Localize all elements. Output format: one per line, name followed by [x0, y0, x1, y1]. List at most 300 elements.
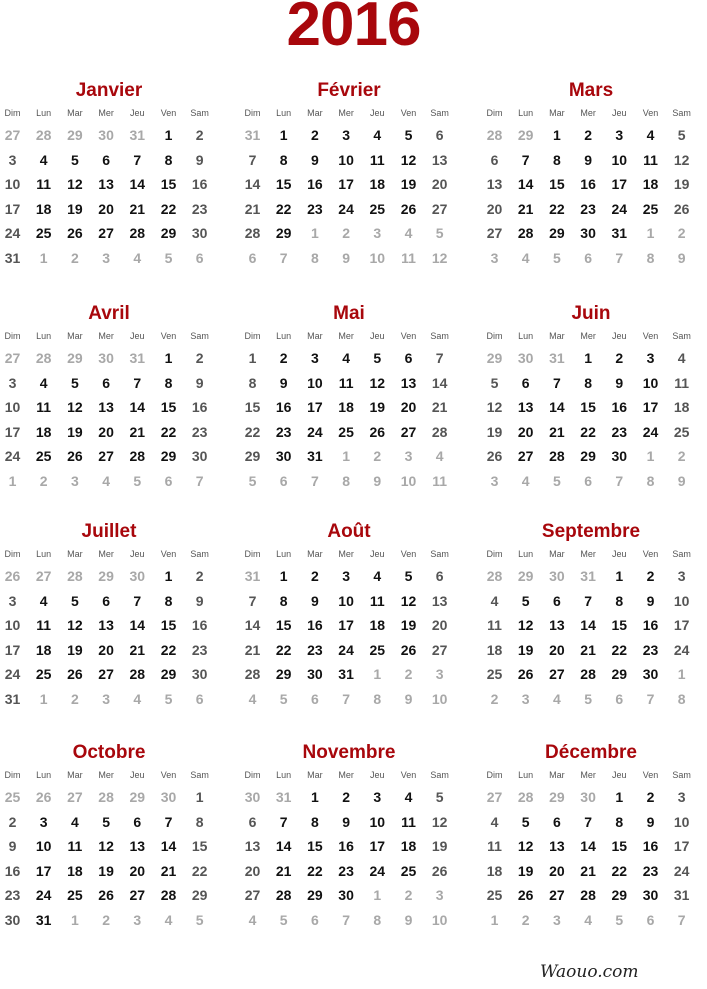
day-cell: 20	[98, 423, 114, 440]
weekday-label: Dim	[486, 549, 503, 559]
day-cell: 26	[486, 448, 503, 464]
day-cell: 5	[521, 592, 530, 609]
day-cell: 3	[615, 127, 624, 143]
day-cell: 12	[517, 838, 534, 854]
month-5	[237, 303, 461, 503]
adjacent-month-day: 5	[279, 911, 288, 928]
day-cell: 13	[98, 176, 114, 192]
adjacent-month-day: 30	[517, 350, 534, 366]
adjacent-month-day: 11	[432, 472, 448, 489]
weekday-label: Jeu	[612, 549, 627, 559]
day-cell: 17	[369, 838, 386, 854]
day-cell: 7	[435, 350, 444, 366]
day-cell: 15	[191, 838, 208, 854]
day-cell: 4	[342, 350, 350, 366]
adjacent-month-day: 8	[342, 472, 350, 489]
adjacent-month-day: 29	[129, 789, 146, 805]
month-8	[237, 521, 461, 721]
day-cell: 30	[191, 225, 208, 241]
day-cell: 26	[67, 666, 83, 682]
day-cell: 7	[248, 592, 257, 609]
weekday-label: Lun	[36, 108, 52, 118]
day-cell: 11	[67, 838, 83, 854]
weekday-label: Sam	[672, 770, 691, 780]
month-2	[237, 80, 461, 280]
adjacent-month-day: 4	[435, 448, 444, 464]
adjacent-month-day: 6	[310, 690, 319, 707]
adjacent-month-day: 8	[646, 472, 655, 489]
day-cell: 10	[369, 813, 386, 830]
day-cell: 21	[129, 200, 146, 217]
day-cell: 24	[673, 862, 690, 879]
adjacent-month-day: 10	[431, 690, 448, 707]
day-cell: 1	[552, 127, 561, 143]
weekday-label: Mer	[580, 770, 596, 780]
day-cell: 28	[129, 225, 146, 241]
adjacent-month-day: 1	[39, 690, 48, 707]
adjacent-month-day: 2	[70, 249, 79, 266]
day-cell: 6	[248, 813, 257, 830]
day-cell: 17	[35, 862, 52, 879]
day-cell: 23	[191, 200, 208, 217]
day-cell: 1	[615, 568, 624, 584]
day-cell: 13	[98, 617, 114, 633]
weekday-label: Mer	[580, 549, 596, 559]
weekday-label: Ven	[160, 108, 177, 118]
weekday-label: Mer	[98, 331, 114, 341]
adjacent-month-day: 9	[677, 249, 686, 266]
day-cell: 28	[431, 423, 448, 440]
adjacent-month-day: 2	[373, 448, 382, 464]
adjacent-month-day: 7	[615, 249, 624, 266]
day-cell: 4	[373, 568, 382, 584]
day-cell: 28	[275, 887, 292, 903]
day-cell: 11	[36, 617, 52, 633]
day-cell: 7	[521, 151, 530, 168]
day-cell: 27	[431, 641, 448, 658]
adjacent-month-day: 5	[248, 472, 257, 489]
weekday-label: Sam	[190, 549, 209, 559]
day-cell: 18	[338, 399, 354, 415]
adjacent-month-day: 1	[310, 225, 319, 241]
month-name: Juin	[571, 303, 611, 324]
adjacent-month-day: 7	[310, 472, 319, 489]
day-cell: 2	[310, 568, 319, 584]
weekday-label: Jeu	[612, 108, 627, 118]
weekday-label: Dim	[486, 331, 503, 341]
day-cell: 15	[244, 399, 261, 415]
day-cell: 18	[486, 641, 503, 658]
weekday-label: Ven	[642, 549, 659, 559]
day-cell: 14	[129, 176, 146, 192]
day-cell: 14	[129, 399, 146, 415]
day-cell: 25	[35, 448, 52, 464]
day-cell: 28	[580, 887, 596, 903]
day-cell: 5	[490, 374, 499, 391]
day-cell: 12	[98, 838, 114, 854]
day-cell: 29	[160, 448, 177, 464]
day-cell: 17	[4, 200, 21, 217]
adjacent-month-day: 6	[195, 690, 204, 707]
day-cell: 21	[580, 862, 596, 879]
day-cell: 19	[431, 838, 448, 854]
day-cell: 25	[642, 200, 659, 217]
day-cell: 10	[673, 592, 690, 609]
adjacent-month-day: 31	[275, 789, 292, 805]
day-cell: 17	[4, 641, 21, 658]
weekday-label: Sam	[190, 108, 209, 118]
day-cell: 27	[549, 887, 565, 903]
adjacent-month-day: 8	[373, 690, 382, 707]
day-cell: 2	[195, 568, 204, 584]
adjacent-month-day: 27	[4, 350, 21, 366]
adjacent-month-day: 27	[35, 568, 52, 584]
day-cell: 9	[646, 813, 655, 830]
day-cell: 30	[275, 448, 292, 464]
adjacent-month-day: 9	[373, 472, 382, 489]
adjacent-month-day: 5	[279, 690, 288, 707]
adjacent-month-day: 1	[373, 887, 382, 903]
day-cell: 13	[431, 592, 448, 609]
day-cell: 23	[191, 641, 208, 658]
day-cell: 22	[611, 641, 628, 658]
month-1	[0, 80, 221, 280]
day-cell: 17	[673, 838, 690, 854]
day-cell: 25	[35, 666, 52, 682]
day-cell: 5	[70, 592, 79, 609]
day-cell: 27	[549, 666, 565, 682]
day-cell: 12	[67, 176, 83, 192]
day-cell: 23	[307, 641, 323, 658]
day-cell: 21	[129, 423, 146, 440]
day-cell: 11	[36, 399, 52, 415]
day-cell: 12	[673, 151, 690, 168]
weekday-label: Ven	[160, 331, 177, 341]
weekday-label: Sam	[672, 549, 691, 559]
adjacent-month-day: 6	[584, 472, 592, 489]
adjacent-month-day: 28	[35, 127, 52, 143]
day-cell: 24	[4, 666, 21, 682]
day-cell: 30	[191, 666, 208, 682]
day-cell: 28	[517, 225, 534, 241]
day-cell: 6	[133, 813, 142, 830]
day-cell: 5	[373, 350, 382, 366]
day-cell: 16	[307, 176, 323, 192]
day-cell: 22	[275, 641, 292, 658]
day-cell: 21	[549, 423, 565, 440]
adjacent-month-day: 3	[490, 472, 499, 489]
day-cell: 15	[160, 399, 177, 415]
weekday-label: Lun	[276, 108, 292, 118]
adjacent-month-day: 28	[98, 789, 114, 805]
day-cell: 12	[67, 617, 83, 633]
weekday-label: Mar	[549, 331, 565, 341]
day-cell: 5	[521, 813, 530, 830]
adjacent-month-day: 5	[615, 911, 624, 928]
weekday-label: Lun	[518, 770, 534, 780]
day-cell: 22	[307, 862, 323, 879]
weekday-label: Ven	[160, 549, 177, 559]
day-cell: 18	[35, 200, 52, 217]
month-12	[479, 742, 703, 942]
adjacent-month-day: 4	[133, 690, 142, 707]
day-cell: 20	[98, 641, 114, 658]
day-cell: 14	[244, 176, 261, 192]
day-cell: 7	[279, 813, 288, 830]
day-cell: 27	[98, 225, 114, 241]
adjacent-month-day: 1	[70, 911, 79, 928]
adjacent-month-day: 9	[404, 690, 413, 707]
day-cell: 29	[160, 666, 177, 682]
day-cell: 24	[307, 423, 323, 440]
adjacent-month-day: 10	[431, 911, 448, 928]
weekday-label: Ven	[400, 331, 417, 341]
adjacent-month-day: 30	[580, 789, 596, 805]
adjacent-month-day: 1	[342, 448, 350, 464]
day-cell: 17	[673, 617, 690, 633]
day-cell: 1	[279, 127, 288, 143]
day-cell: 6	[102, 374, 110, 391]
adjacent-month-day: 3	[490, 249, 499, 266]
adjacent-month-day: 12	[431, 249, 448, 266]
weekday-label: Sam	[672, 108, 691, 118]
day-cell: 9	[584, 151, 592, 168]
day-cell: 14	[244, 617, 261, 633]
weekday-label: Sam	[190, 770, 209, 780]
day-cell: 9	[310, 592, 319, 609]
day-cell: 5	[404, 127, 413, 143]
day-cell: 23	[642, 641, 659, 658]
adjacent-month-day: 1	[8, 472, 17, 489]
day-cell: 11	[369, 151, 385, 168]
adjacent-month-day: 2	[677, 225, 686, 241]
weekday-label: Mar	[307, 770, 323, 780]
day-cell: 6	[102, 151, 110, 168]
adjacent-month-day: 30	[549, 568, 565, 584]
day-cell: 1	[279, 568, 288, 584]
day-cell: 4	[373, 127, 382, 143]
day-cell: 4	[490, 813, 499, 830]
day-cell: 17	[642, 399, 659, 415]
day-cell: 8	[279, 592, 288, 609]
weekday-label: Lun	[276, 331, 292, 341]
day-cell: 28	[129, 448, 146, 464]
adjacent-month-day: 8	[373, 911, 382, 928]
adjacent-month-day: 29	[486, 350, 503, 366]
day-cell: 13	[129, 838, 146, 854]
day-cell: 3	[310, 350, 319, 366]
adjacent-month-day: 9	[404, 911, 413, 928]
adjacent-month-day: 4	[164, 911, 173, 928]
day-cell: 9	[195, 374, 204, 391]
day-cell: 26	[517, 887, 534, 903]
day-cell: 21	[517, 200, 534, 217]
month-name: Janvier	[75, 80, 143, 101]
day-cell: 8	[195, 813, 204, 830]
day-cell: 31	[35, 911, 52, 928]
day-cell: 28	[580, 666, 596, 682]
day-cell: 22	[611, 862, 628, 879]
day-cell: 25	[338, 423, 354, 440]
adjacent-month-day: 6	[279, 472, 288, 489]
day-cell: 22	[191, 862, 208, 879]
day-cell: 19	[517, 862, 534, 879]
adjacent-month-day: 29	[67, 350, 83, 366]
weekday-label: Mer	[98, 108, 114, 118]
adjacent-month-day: 2	[102, 911, 110, 928]
day-cell: 27	[129, 887, 146, 903]
day-cell: 13	[486, 176, 503, 192]
day-cell: 12	[369, 374, 386, 391]
weekday-label: Jeu	[130, 770, 145, 780]
day-cell: 16	[611, 399, 628, 415]
day-cell: 19	[400, 617, 417, 633]
day-cell: 7	[584, 592, 592, 609]
day-cell: 18	[369, 176, 386, 192]
day-cell: 31	[611, 225, 628, 241]
day-cell: 8	[615, 813, 624, 830]
adjacent-month-day: 28	[517, 789, 534, 805]
day-cell: 6	[521, 374, 530, 391]
day-cell: 28	[129, 666, 146, 682]
adjacent-month-day: 30	[98, 127, 114, 143]
adjacent-month-day: 2	[404, 887, 413, 903]
adjacent-month-day: 30	[160, 789, 177, 805]
adjacent-month-day: 7	[677, 911, 686, 928]
day-cell: 19	[486, 423, 503, 440]
day-cell: 4	[39, 592, 48, 609]
day-cell: 30	[580, 225, 596, 241]
adjacent-month-day: 25	[4, 789, 21, 805]
day-cell: 14	[160, 838, 177, 854]
day-cell: 11	[487, 838, 502, 854]
day-cell: 8	[164, 374, 173, 391]
adjacent-month-day: 30	[129, 568, 146, 584]
day-cell: 2	[195, 350, 204, 366]
day-cell: 20	[549, 862, 565, 879]
day-cell: 13	[549, 838, 565, 854]
day-cell: 3	[8, 592, 17, 609]
day-cell: 13	[244, 838, 261, 854]
day-cell: 31	[673, 887, 690, 903]
day-cell: 18	[642, 176, 659, 192]
day-cell: 8	[164, 151, 173, 168]
day-cell: 6	[552, 592, 561, 609]
day-cell: 8	[248, 374, 257, 391]
adjacent-month-day: 11	[401, 249, 416, 266]
day-cell: 22	[549, 200, 565, 217]
day-cell: 1	[615, 789, 624, 805]
day-cell: 23	[307, 200, 323, 217]
day-cell: 7	[133, 151, 142, 168]
day-cell: 6	[490, 151, 499, 168]
day-cell: 14	[431, 374, 448, 391]
adjacent-month-day: 1	[646, 448, 655, 464]
adjacent-month-day: 7	[646, 690, 655, 707]
adjacent-month-day: 3	[373, 225, 382, 241]
day-cell: 30	[4, 911, 21, 928]
month-name: Novembre	[302, 742, 396, 763]
day-cell: 29	[307, 887, 323, 903]
day-cell: 12	[400, 151, 417, 168]
day-cell: 24	[338, 200, 354, 217]
day-cell: 21	[275, 862, 292, 879]
day-cell: 6	[435, 568, 444, 584]
day-cell: 12	[67, 399, 83, 415]
day-cell: 26	[517, 666, 534, 682]
day-cell: 9	[615, 374, 624, 391]
adjacent-month-day: 6	[310, 911, 319, 928]
weekday-label: Jeu	[612, 331, 627, 341]
weekday-label: Dim	[244, 331, 261, 341]
day-cell: 7	[133, 592, 142, 609]
day-cell: 10	[673, 813, 690, 830]
adjacent-month-day: 30	[98, 350, 114, 366]
day-cell: 26	[673, 200, 690, 217]
day-cell: 26	[431, 862, 448, 879]
day-cell: 9	[342, 813, 350, 830]
day-cell: 12	[431, 813, 448, 830]
day-cell: 29	[244, 448, 261, 464]
day-cell: 23	[4, 887, 21, 903]
day-cell: 14	[580, 617, 596, 633]
weekday-label: Mar	[549, 108, 565, 118]
day-cell: 16	[4, 862, 21, 879]
weekday-label: Ven	[642, 770, 659, 780]
month-10	[0, 742, 221, 942]
adjacent-month-day: 1	[677, 666, 686, 682]
weekday-label: Sam	[430, 108, 449, 118]
day-cell: 3	[39, 813, 48, 830]
day-cell: 21	[244, 200, 261, 217]
adjacent-month-day: 27	[67, 789, 83, 805]
adjacent-month-day: 3	[102, 249, 110, 266]
day-cell: 5	[70, 151, 79, 168]
day-cell: 3	[342, 568, 350, 584]
day-cell: 7	[584, 813, 592, 830]
day-cell: 30	[642, 666, 659, 682]
day-cell: 22	[160, 641, 177, 658]
day-cell: 15	[611, 838, 628, 854]
day-cell: 27	[431, 200, 448, 217]
day-cell: 18	[67, 862, 83, 879]
day-cell: 29	[611, 887, 628, 903]
day-cell: 16	[275, 399, 292, 415]
adjacent-month-day: 28	[486, 568, 503, 584]
day-cell: 3	[646, 350, 655, 366]
weekday-label: Mer	[98, 549, 114, 559]
year-title: 2016	[286, 0, 421, 59]
adjacent-month-day: 4	[102, 472, 110, 489]
day-cell: 13	[517, 399, 534, 415]
weekday-label: Mar	[67, 331, 83, 341]
adjacent-month-day: 9	[677, 472, 686, 489]
weekday-label: Dim	[4, 549, 21, 559]
month-name: Octobre	[72, 742, 146, 763]
day-cell: 7	[552, 374, 561, 391]
adjacent-month-day: 3	[404, 448, 413, 464]
weekday-label: Mer	[580, 108, 596, 118]
day-cell: 8	[164, 592, 173, 609]
weekday-label: Jeu	[130, 108, 145, 118]
day-cell: 16	[642, 838, 659, 854]
day-cell: 8	[615, 592, 624, 609]
adjacent-month-day: 29	[67, 127, 83, 143]
adjacent-month-day: 4	[133, 249, 142, 266]
adjacent-month-day: 6	[646, 911, 655, 928]
adjacent-month-day: 7	[279, 249, 288, 266]
adjacent-month-day: 8	[310, 249, 319, 266]
